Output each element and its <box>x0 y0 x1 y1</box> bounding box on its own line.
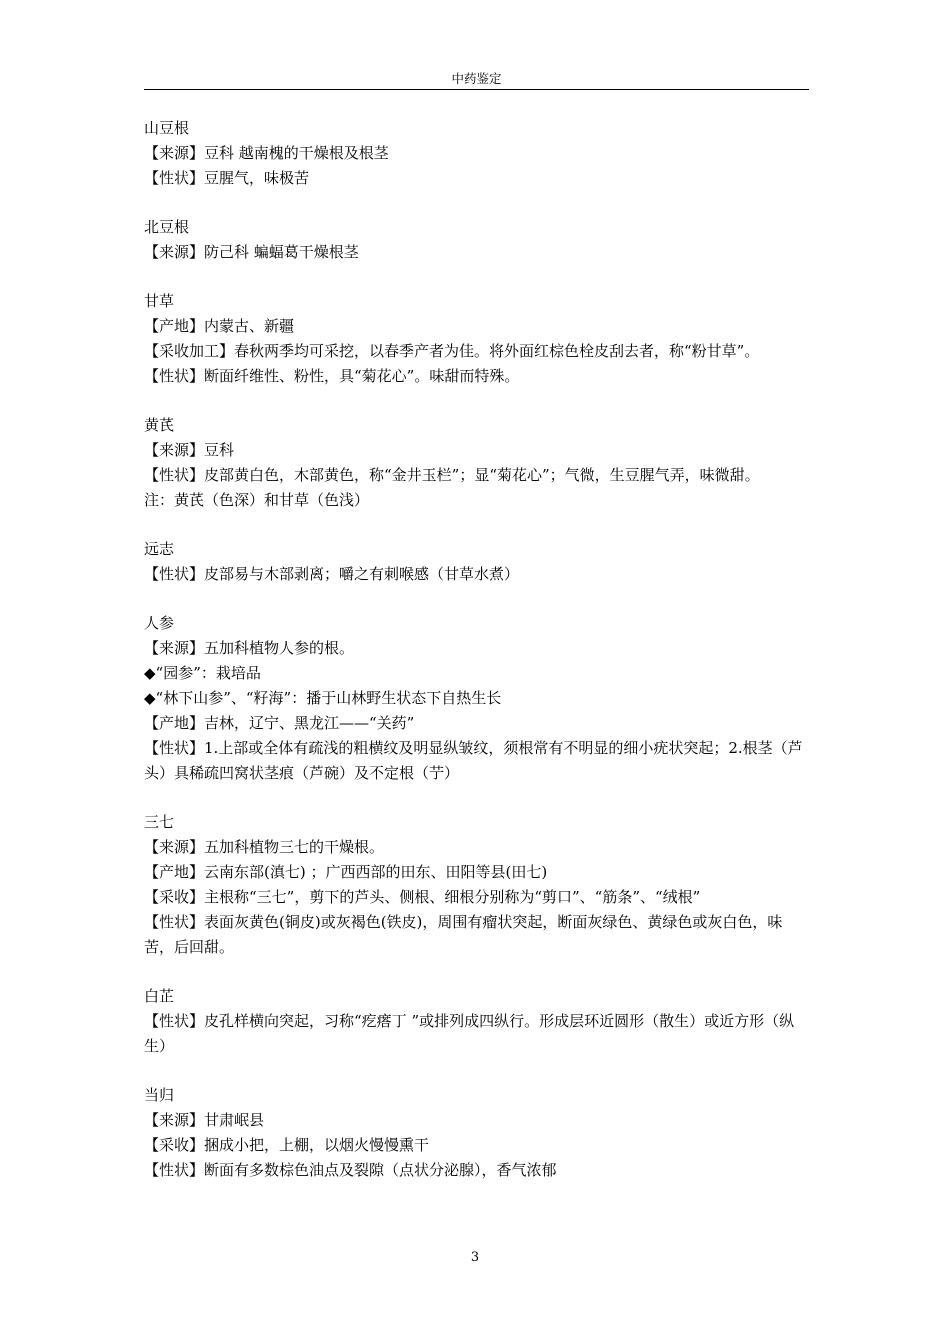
entry-beidougen <box>144 215 809 265</box>
entry-title: 北豆根 <box>144 218 190 236</box>
entry-line: 【来源】甘肃岷县 <box>144 1111 265 1129</box>
entry-line: 【采收】捆成小把，上棚，以烟火慢慢熏干 <box>144 1136 430 1154</box>
header-title: 中药鉴定 <box>451 71 502 86</box>
entry-line: 【性状】皮孔样横向突起，习称“疙瘩丁 ”或排列成四纵行。形成层环近圆形（散生）或近方形（纵生） <box>144 1012 795 1055</box>
entry-line: 【来源】豆科 <box>144 441 235 459</box>
entry-sanqi <box>144 810 809 960</box>
entry-baizhi <box>144 984 809 1059</box>
entry-title: 白芷 <box>144 987 175 1005</box>
entry-line: 【性状】断面有多数棕色油点及裂隙（点状分泌腺），香气浓郁 <box>144 1161 557 1179</box>
entry-title: 当归 <box>144 1086 175 1104</box>
entry-renshen <box>144 611 809 786</box>
entry-danggui <box>144 1083 809 1183</box>
entry-huangqi <box>144 413 809 513</box>
page-header <box>144 70 809 90</box>
entry-line: 【性状】表面灰黄色(铜皮)或灰褐色(铁皮)，周围有瘤状突起，断面灰绿色、黄绿色或灰白色，味苦，后回甜。 <box>144 913 783 956</box>
entry-line: 【来源】五加科植物人参的根。 <box>144 639 355 657</box>
entry-line: ◆“林下山参”、“籽海”：播于山林野生状态下自热生长 <box>144 689 502 707</box>
entry-shandougen <box>144 116 809 191</box>
entry-line: 【性状】皮部黄白色，木部黄色，称“金井玉栏”；显“菊花心”；气微，生豆腥气弄，味微甜。 <box>144 466 760 484</box>
entry-title: 甘草 <box>144 292 175 310</box>
entry-line: 【性状】豆腥气，味极苦 <box>144 169 310 187</box>
entry-title: 山豆根 <box>144 119 190 137</box>
entry-line: 【性状】皮部易与木部剥离；嚼之有刺喉感（甘草水煮） <box>144 565 520 583</box>
entry-title: 人参 <box>144 614 175 632</box>
entry-line: 【性状】断面纤维性、粉性，具“菊花心”。味甜而特殊。 <box>144 367 520 385</box>
entry-line: 【产地】吉林，辽宁、黑龙江——“关药” <box>144 714 415 732</box>
entry-title: 黄芪 <box>144 416 175 434</box>
entry-line: 【性状】1.上部或全体有疏浅的粗横纹及明显纵皱纹，须根常有不明显的细小疣状突起；2.根茎（芦头）具稀疏凹窝状茎痕（芦碗）及不定根（艼） <box>144 739 803 782</box>
page-number: 3 <box>470 1250 480 1265</box>
entry-line: 【产地】云南东部(滇七) ；广西西部的田东、田阳等县(田七) <box>144 863 548 881</box>
entry-line: 【采收】主根称“三七”，剪下的芦头、侧根、细根分别称为“剪口”、“筋条”、“绒根” <box>144 888 701 906</box>
entry-line: 注：黄芪（色深）和甘草（色浅） <box>144 491 370 509</box>
entry-line: 【来源】豆科 越南槐的干燥根及根茎 <box>144 144 389 162</box>
entry-title: 远志 <box>144 540 175 558</box>
entry-line: 【来源】防己科 蝙蝠葛干燥根茎 <box>144 243 359 261</box>
entry-line: 【采收加工】春秋两季均可采挖，以春季产者为佳。将外面红棕色栓皮刮去者，称“粉甘草”。 <box>144 342 760 360</box>
entry-yuanzhi <box>144 537 809 587</box>
entry-line: ◆“园参”：栽培品 <box>144 664 261 682</box>
document-body <box>144 116 809 1207</box>
entry-title: 三七 <box>144 813 175 831</box>
entry-gancao <box>144 289 809 389</box>
entry-line: 【来源】五加科植物三七的干燥根。 <box>144 838 385 856</box>
entry-line: 【产地】内蒙古、新疆 <box>144 317 295 335</box>
